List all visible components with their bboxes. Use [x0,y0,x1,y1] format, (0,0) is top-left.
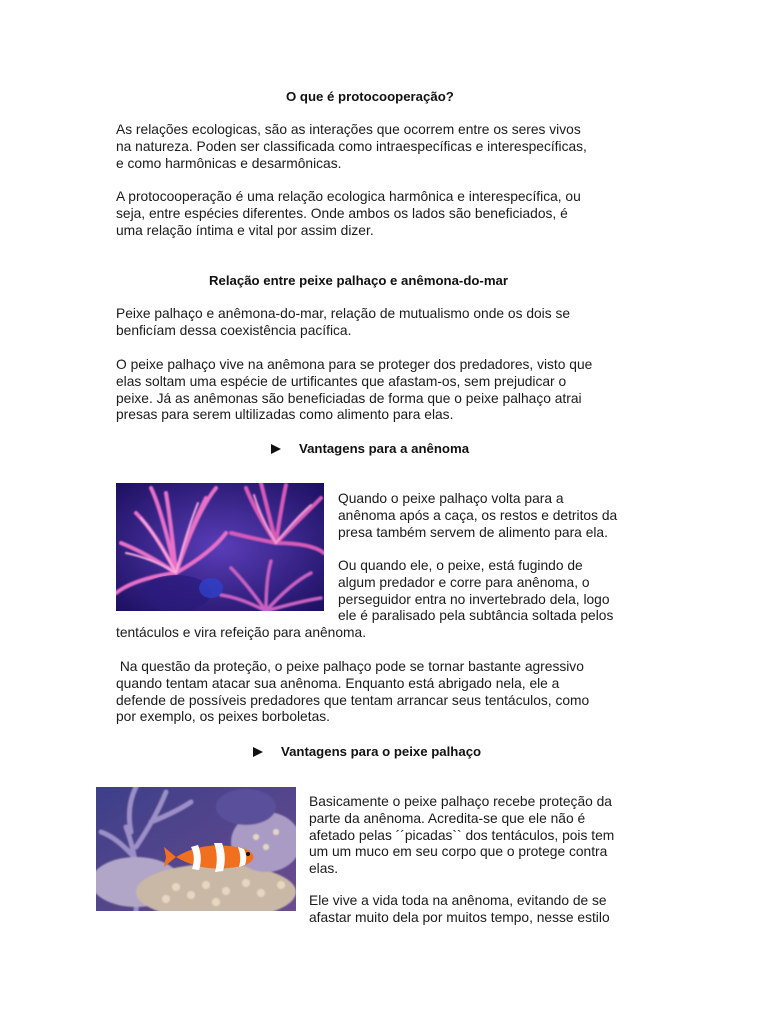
text-line: benficíam dessa coexistência pacífica. [116,322,352,338]
text-line: As relações ecologicas, são as interações que ocorrem entre os seres vivos [116,122,581,137]
paragraph-peixe-vive-anemona [116,357,592,424]
heading-text: Vantagens para a anênoma [299,441,470,456]
paragraph-restos-detritos [338,491,617,541]
text-line: seja, entre espécies diferentes. Onde ambos os lados são beneficiados, é [116,205,568,221]
heading-vantagens-anenoma [271,440,469,457]
text-line: ele é paralisado pela subtância soltada pelos [338,608,614,624]
text-line: algum predador e corre para anênoma, o [338,574,590,590]
text-line: defende de possíveis predadores que tentam arrancar seus tentáculos, como [116,692,590,708]
text-line: na natureza. Poden ser classificada como intraespecíficas e interespecíficas, [116,138,587,154]
text-line: Quando o peixe palhaço volta para a [338,491,564,506]
text-line: elas soltam uma espécie de urtificantes que afastam-os, sem prejudicar o [116,373,567,389]
text-line: elas. [309,861,339,877]
text-line: Na questão da proteção, o peixe palhaço pode se tornar bastante agressivo [116,659,584,674]
text-line: uma relação íntima e vital por assim dizer. [116,222,374,238]
paragraph-protecao-peixe [309,794,614,878]
heading-protocooperacao: O que é protocooperação? [286,89,454,104]
paragraph-vida-toda [309,893,610,927]
text-line: tentáculos e vira refeição para anênoma. [116,625,367,640]
text-line: afastar muito dela por muitos tempo, nesse estilo [309,909,610,925]
paragraph-relacoes-ecologicas [116,122,587,172]
paragraph-mutualismo [116,306,570,340]
text-line: Ele vive a vida toda na anênoma, evitando de se [309,893,607,908]
arrow-bullet-icon [253,747,263,757]
anemone-photo [116,483,324,611]
paragraph-protocooperacao [116,189,581,239]
arrow-bullet-icon [271,444,281,454]
text-line: quando tentam atacar sua anênoma. Enquanto está abrigado nela, ele a [116,675,560,691]
text-line: A protocooperação é uma relação ecologica harmônica e interespecífica, ou [116,189,581,204]
text-line: presa também servem de alimento para ela. [338,524,608,540]
text-line: perseguidor entra no invertebrado dela, logo [338,591,610,607]
text-line: afetado pelas ´´picadas`` dos tentáculos, pois tem [309,827,615,843]
text-line: Peixe palhaço e anêmona-do-mar, relação de mutualismo onde os dois se [116,306,571,321]
text-line: um um muco em seu corpo que o protege contra [309,844,608,860]
text-line: e como harmônicas e desarmônicas. [116,155,342,171]
heading-relacao-peixe-anemona: Relação entre peixe palhaço e anêmona-do-mar [209,273,509,288]
text-line: presas para serem ultilizadas como alimento para elas. [116,407,454,423]
heading-vantagens-peixe [253,743,481,760]
clownfish-photo [96,787,296,911]
paragraph-fugindo-predador-tail [116,625,366,642]
paragraph-fugindo-predador [338,558,613,625]
heading-text: Vantagens para o peixe palhaço [281,744,482,759]
text-line: anênoma após a caça, os restos e detritos da [338,507,618,523]
text-line: peixe. Já as anêmonas são beneficiadas de forma que o peixe palhaço atrai [116,390,582,406]
text-line: Ou quando ele, o peixe, está fugindo de [338,558,583,573]
text-line: O peixe palhaço vive na anêmona para se proteger dos predadores, visto que [116,357,593,372]
text-line: Basicamente o peixe palhaço recebe proteção da [309,794,612,809]
text-line: por exemplo, os peixes borboletas. [116,709,330,725]
text-line: parte da anênoma. Acredita-se que ele não é [309,810,586,826]
paragraph-questao-protecao [116,659,589,726]
